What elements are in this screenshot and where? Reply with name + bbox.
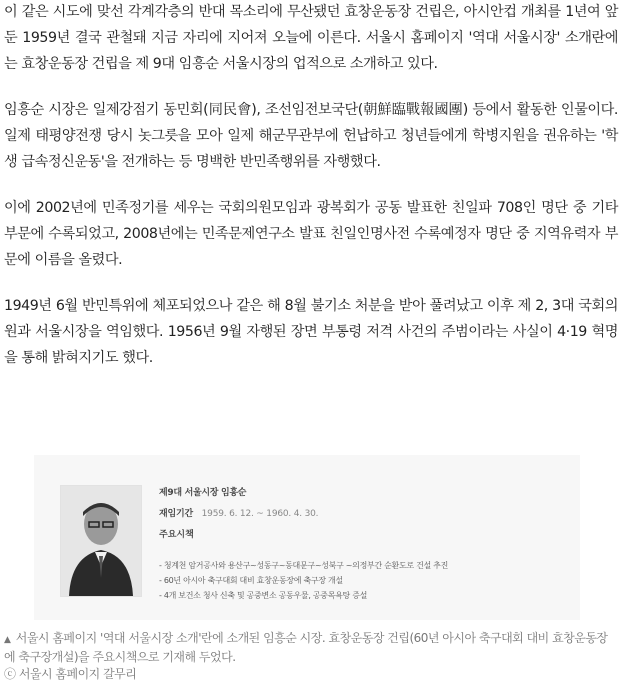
- article-figure: [34, 455, 580, 620]
- figure-caption: [4, 630, 618, 683]
- caption-text: 서울시 홈페이지 '역대 서울시장 소개'란에 소개된 임흥순 시장. 효창운동장 건립(60년 아시아 축구대회 대비 효창운동장에 축구장개설)을 주요시책으로 기재해 두었다.: [4, 631, 608, 664]
- article-paragraph: 이 같은 시도에 맞선 각계각층의 반대 목소리에 무산됐던 효창운동장 건립은, 아시안컵 개최를 1년여 앞둔 1959년 결국 관철돼 지금 자리에 지어져 오늘에 이른다. 서울시 홈페이지 '역대 서울시장' 소개란에는 효창운동장 건립을 제 9대 임흥순 서울시장의 업적으로 소개하고 있다.: [4, 4, 618, 72]
- policy-label: 주요시책: [159, 530, 194, 540]
- tenure-label: 재임기간: [159, 509, 193, 519]
- article-paragraph: 임흥순 시장은 일제강점기 동민회(同民會), 조선임전보국단(朝鮮臨戰報國團) 등에서 활동한 인물이다. 일제 태평양전쟁 당시 놋그릇을 모아 일제 해군무관부에 헌납하고 청년들에게 학병지원을 권유하는 '학생 급속정신운동'을 전개하는 등 명백한 반민족행위를 자행했다.: [4, 102, 618, 170]
- mayor-info-card: [159, 485, 569, 603]
- article-paragraph: 1949년 6월 반민특위에 체포되었으나 같은 해 8월 불기소 처분을 받아 풀려났고 이후 제 2, 3대 국회의원과 서울시장을 역임했다. 1956년 9월 자행된 장면 부통령 저격 사건의 주범이라는 사실이 4·19 혁명을 통해 밝혀지기도 했다.: [4, 298, 618, 366]
- portrait-photo: [60, 485, 142, 597]
- card-tenure: [159, 506, 569, 519]
- policy-item: - 4개 보건소 청사 신축 및 공중변소 공동우물, 공중목욕탕 증설: [159, 591, 368, 600]
- policy-item: - 60년 아시아 축구대회 대비 효창운동장에 축구장 개설: [159, 576, 343, 585]
- tenure-value: 1959. 6. 12. ~ 1960. 4. 30.: [201, 509, 319, 519]
- card-title: 제9대 서울시장 임흥순: [159, 488, 247, 498]
- policy-list: [159, 558, 569, 603]
- caption-marker-icon: ▲: [4, 635, 11, 645]
- article-paragraph: 이에 2002년에 민족정기를 세우는 국회의원모임과 광복회가 공동 발표한 친일파 708인 명단 중 기타 부문에 수록되었고, 2008년에는 민족문제연구소 발표 친일인명사전 수록예정자 명단 중 지역유력자 부문에 이름을 올렸다.: [4, 200, 618, 268]
- photo-credit: ⓒ 서울시 홈페이지 갈무리: [4, 667, 137, 681]
- policy-item: - 청계천 암거공사와 용산구~성동구~동대문구~성북구 ~의정부간 순환도로 건설 추진: [159, 561, 449, 570]
- article-body: [4, 0, 618, 371]
- portrait-image: [61, 486, 141, 596]
